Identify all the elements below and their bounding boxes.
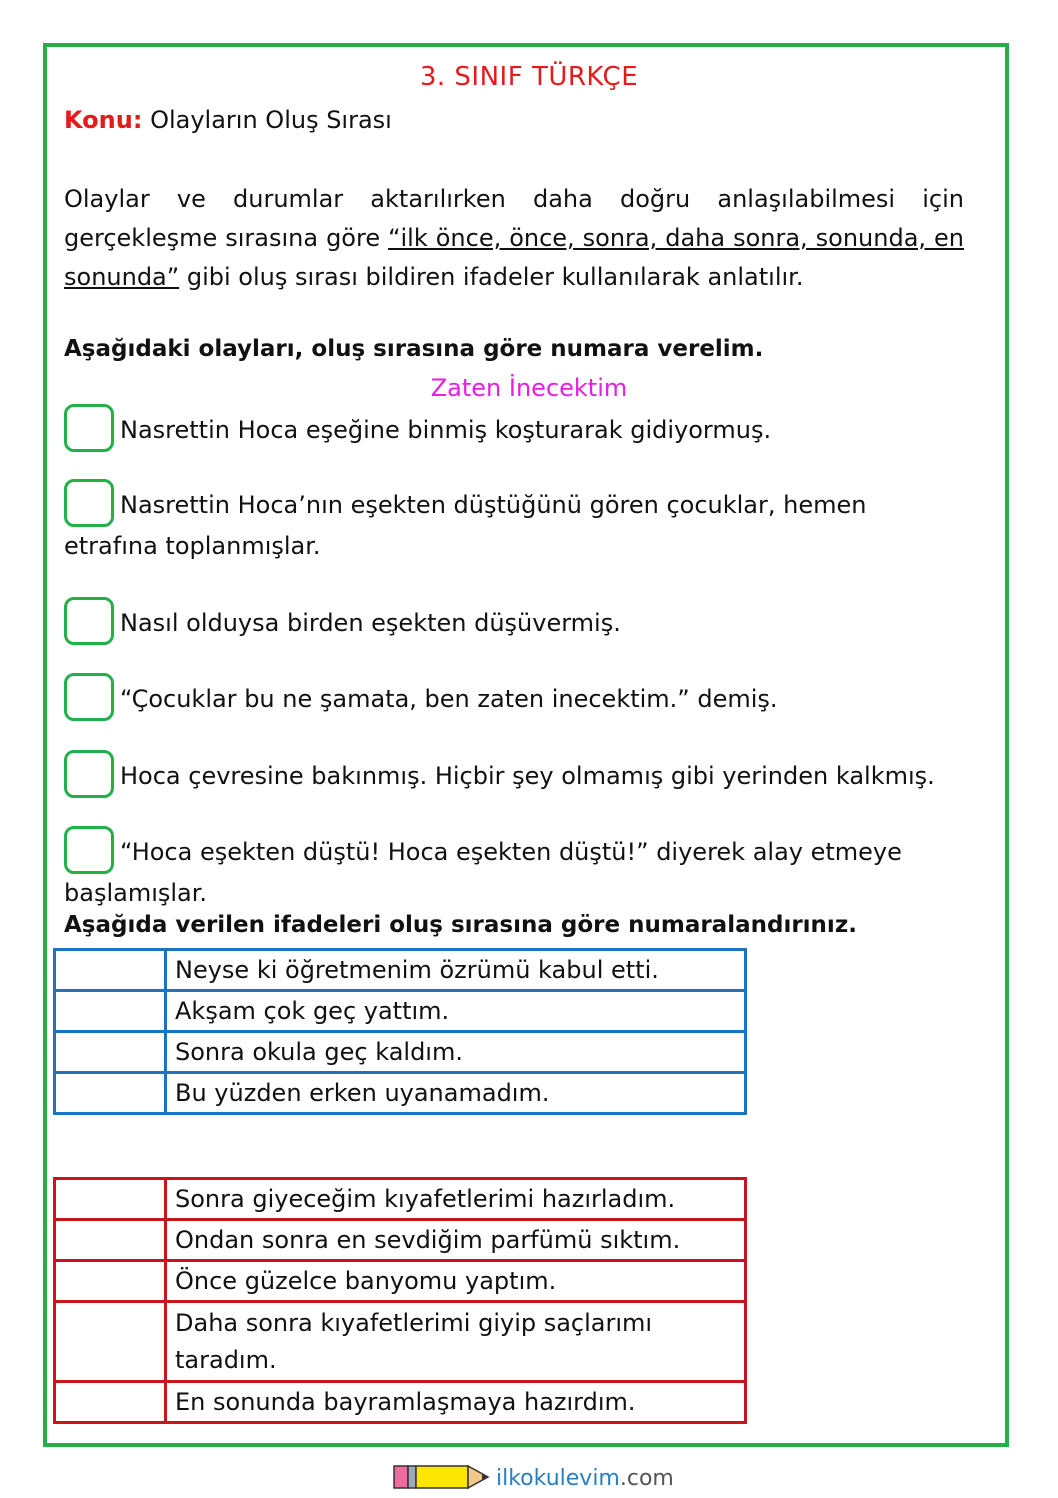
story-item-text: “Çocuklar bu ne şamata, ben zaten inecektim.” demiş. xyxy=(120,685,778,713)
topic-line xyxy=(64,106,392,134)
story-item xyxy=(64,750,954,798)
brand-name[interactable] xyxy=(496,1466,674,1491)
sentence-cell: Akşam çok geç yattım. xyxy=(166,991,746,1032)
number-box[interactable] xyxy=(64,597,114,645)
number-box[interactable] xyxy=(64,673,114,721)
intro-paragraph xyxy=(64,180,964,297)
story-item-text: Nasıl olduysa birden eşekten düşüvermiş. xyxy=(120,609,621,637)
number-cell[interactable] xyxy=(55,1032,166,1073)
page-title: 3. SINIF TÜRKÇE xyxy=(419,62,639,92)
table-row xyxy=(55,1220,746,1261)
sentence-cell: Neyse ki öğretmenim özrümü kabul etti. xyxy=(166,950,746,991)
ordering-table-2 xyxy=(53,1177,747,1424)
sentence-cell: Bu yüzden erken uyanamadım. xyxy=(166,1073,746,1114)
sentence-cell: Sonra giyeceğim kıyafetlerimi hazırladım. xyxy=(166,1179,746,1220)
sentence-cell: Önce güzelce banyomu yaptım. xyxy=(166,1261,746,1302)
story-item xyxy=(64,597,954,645)
table-row xyxy=(55,1261,746,1302)
number-cell[interactable] xyxy=(55,1382,166,1423)
table-row xyxy=(55,950,746,991)
number-box[interactable] xyxy=(64,404,114,452)
intro-text-before: Olaylar ve durumlar aktarılırken daha doğru anlaşılabilmesi için gerçekleşme sırasına göre xyxy=(64,185,964,252)
story-item xyxy=(64,826,954,913)
number-box[interactable] xyxy=(64,826,114,874)
sentence-cell: En sonunda bayramlaşmaya hazırdım. xyxy=(166,1382,746,1423)
topic-value: Olayların Oluş Sırası xyxy=(150,106,392,134)
pencil-icon xyxy=(392,1462,492,1492)
number-cell[interactable] xyxy=(55,1302,166,1382)
sentence-cell: Sonra okula geç kaldım. xyxy=(166,1032,746,1073)
table-row xyxy=(55,1073,746,1114)
story-item-text: Nasrettin Hoca’nın eşekten düştüğünü gören çocuklar, hemen etrafına toplanmışlar. xyxy=(64,491,867,560)
table-row xyxy=(55,1032,746,1073)
number-cell[interactable] xyxy=(55,1073,166,1114)
number-cell[interactable] xyxy=(55,950,166,991)
story-item xyxy=(64,479,954,566)
number-cell[interactable] xyxy=(55,1220,166,1261)
story-item-text: Nasrettin Hoca eşeğine binmiş koşturarak gidiyormuş. xyxy=(120,416,772,444)
intro-text-after: gibi oluş sırası bildiren ifadeler kullanılarak anlatılır. xyxy=(179,263,804,291)
story-item xyxy=(64,404,954,452)
story-item xyxy=(64,673,954,721)
table-row xyxy=(55,991,746,1032)
number-box[interactable] xyxy=(64,479,114,527)
ordering-table-1 xyxy=(53,948,747,1115)
table-row xyxy=(55,1302,746,1382)
story-item-text: Hoca çevresine bakınmış. Hiçbir şey olmamış gibi yerinden kalkmış. xyxy=(120,762,935,790)
sentence-cell: Daha sonra kıyafetlerimi giyip saçlarımı taradım. xyxy=(166,1302,746,1382)
number-cell[interactable] xyxy=(55,1261,166,1302)
story-item-text: “Hoca eşekten düştü! Hoca eşekten düştü!” diyerek alay etmeye başlamışlar. xyxy=(64,838,902,907)
number-box[interactable] xyxy=(64,750,114,798)
intro-underlined-phrases: “ilk önce, önce, sonra, daha sonra, sonunda, en sonunda” xyxy=(64,224,964,291)
section2-instruction: Aşağıda verilen ifadeleri oluş sırasına göre numaralandırınız. xyxy=(64,912,857,938)
brand-text: ilkokulevim xyxy=(496,1466,620,1491)
table-row xyxy=(55,1179,746,1220)
number-cell[interactable] xyxy=(55,1179,166,1220)
story-title: Zaten İnecektim xyxy=(430,374,628,402)
sentence-cell: Ondan sonra en sevdiğim parfümü sıktım. xyxy=(166,1220,746,1261)
table-row xyxy=(55,1382,746,1423)
brand-domain: .com xyxy=(619,1466,674,1491)
section1-instruction: Aşağıdaki olayları, oluş sırasına göre numara verelim. xyxy=(64,336,764,362)
number-cell[interactable] xyxy=(55,991,166,1032)
topic-label: Konu: xyxy=(64,106,143,134)
